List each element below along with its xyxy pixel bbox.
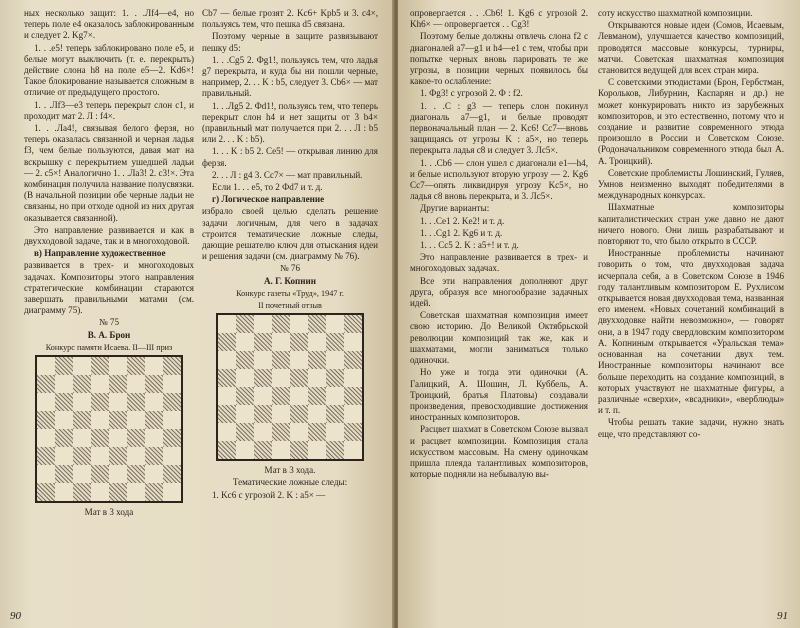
board-square (236, 387, 254, 405)
board-square (308, 369, 326, 387)
paragraph: 1. Kc6 с угрозой 2. K : a5× — (212, 489, 326, 500)
paragraph: Советская шахматная композиция имеет свою историю. До Великой Октябрьской революции композиций так же, как и шахматами, могли заниматься только одиночки. (410, 310, 588, 366)
page-number-right: 91 (777, 610, 788, 622)
board-square (73, 429, 91, 447)
board-square (163, 429, 181, 447)
paragraph: 1. . .Cb6 — слон ушел с диагонали e1—h4, и белые используют вторую угрозу — 2. Kg6 Cc7—опять ликвидируя угрозу Kc5×, но ладья c8 вновь перекрыта, и 3. Лc5×. (410, 157, 588, 202)
board-square (272, 423, 290, 441)
board-square (218, 351, 236, 369)
board-square (218, 441, 236, 459)
board-square (290, 351, 308, 369)
problem-number: № 76 (279, 263, 301, 274)
board-square (37, 357, 55, 375)
board-square (163, 483, 181, 501)
board-square (254, 423, 272, 441)
board-square (109, 393, 127, 411)
paragraph: Иностранные проблемисты начинают говорить о том, что двухходовая задача исчерпала себя, а в Советском Союзе в 1946 году талантливым композитором Е. Рухлисом открывается новая двухходовая тема, названная его именем. «Новых сочетаний комбинаций в двухходовке найти невозможно», — говорят они, а в 1947 году свердловским композитором А. Копниным открывается «Уральская тема» основанная на сочетании двух тем. Иностранные композиторы начинают все больше переходить на создание композиций, в которых участвуют не шахматные фигуры, а различные «сверхи», «всадники», «верблюды» и т. п. (598, 248, 784, 416)
board-square (344, 423, 362, 441)
board-square (236, 369, 254, 387)
board-square (73, 375, 91, 393)
board-square (236, 423, 254, 441)
problem-caption: Мат в 3 хода (84, 507, 134, 518)
chess-diagram-75 (35, 355, 183, 503)
paragraph: Cb7 — белые грозят 2. Kc6+ Kpb5 и 3. c4×, пользуясь тем, что пешка d5 связана. (202, 8, 378, 30)
left-column-2 (202, 8, 378, 502)
board-square (127, 465, 145, 483)
board-square (145, 447, 163, 465)
page-number-left: 90 (10, 610, 21, 622)
board-square (109, 375, 127, 393)
section-g-heading: г) Логическое направление (212, 194, 325, 205)
board-square (236, 333, 254, 351)
board-square (127, 483, 145, 501)
paragraph: Поэтому черные в защите развязывают пешку d5: (202, 31, 378, 53)
board-square (73, 483, 91, 501)
paragraph: 1. . .e5! теперь заблокировано поле e5, и белые могут выключить (т. е. перекрыть) действие слона h8 на поле e5—2. Kd6×! Такое блокирование называется сложным в отличие от предыдущего простого. (24, 42, 194, 98)
board-square (145, 429, 163, 447)
paragraph: соту искусство шахматной композиции. (598, 8, 753, 18)
board-square (218, 423, 236, 441)
board-square (145, 375, 163, 393)
board-square (290, 423, 308, 441)
board-square (272, 369, 290, 387)
board-square (37, 465, 55, 483)
board-square (218, 369, 236, 387)
problem-author: В. А. Брон (87, 329, 131, 340)
board-square (127, 411, 145, 429)
board-square (73, 357, 91, 375)
board-square (109, 483, 127, 501)
board-square (254, 405, 272, 423)
board-square (127, 447, 145, 465)
board-square (326, 333, 344, 351)
right-column-2 (598, 8, 784, 441)
board-square (73, 447, 91, 465)
paragraph: Советские проблемисты Лошинский, Гуляев, Умнов неизменно выходят победителями в международных конкурсах. (598, 167, 784, 201)
board-square (109, 357, 127, 375)
board-square (290, 387, 308, 405)
paragraph: избрало своей целью сделать решение задачи логичным, для чего в задачах строится тематические ложные следы, дающие решателю ключ для отыскания идеи и решения задачи (см. диаграмму № 76). (202, 206, 378, 262)
board-square (236, 405, 254, 423)
paragraph: 1. Фg3! с угрозой 2. Ф : f2. (420, 88, 523, 99)
board-square (218, 333, 236, 351)
board-square (308, 405, 326, 423)
board-square (145, 357, 163, 375)
left-column-1 (24, 8, 194, 519)
board-square (308, 423, 326, 441)
problem-author: А. Г. Копнин (263, 275, 317, 286)
board-square (163, 393, 181, 411)
board-square (37, 393, 55, 411)
board-square (73, 411, 91, 429)
board-square (254, 315, 272, 333)
board-square (218, 315, 236, 333)
board-square (127, 393, 145, 411)
board-square (272, 405, 290, 423)
board-square (127, 375, 145, 393)
board-square (290, 441, 308, 459)
board-square (163, 375, 181, 393)
paragraph: Если 1. . . e5, то 2 Фd7 и т. д. (212, 182, 323, 193)
paragraph: Чтобы решать такие задачи, нужно знать еще, что представляют со- (598, 417, 784, 439)
paragraph: Все эти направления дополняют друг друга, образуя все многообразие задачных идей. (410, 275, 588, 309)
board-square (145, 483, 163, 501)
right-column-1 (410, 8, 588, 481)
board-square (55, 411, 73, 429)
board-square (344, 441, 362, 459)
problem-tourney: Конкурс памяти Исаева. II—III приз (45, 342, 173, 352)
board-square (308, 387, 326, 405)
board-square (290, 315, 308, 333)
paragraph: 1. . .Cg1 2. Kg6 и т. д. (420, 227, 503, 238)
paragraph: 1. . .Лf3—e3 теперь перекрыт слон c1, и проходит мат 2. Л : f4×. (24, 99, 194, 121)
board-square (326, 315, 344, 333)
paragraph: Поэтому белые должны отвлечь слона f2 с диагоналей a7—g1 и h4—e1 с тем, чтобы при попытке черных вновь парировать те же угрозы, в позиции черных появилось бы какое-то ослабление: (410, 31, 588, 87)
board-square (344, 333, 362, 351)
board-square (145, 465, 163, 483)
problem-tourney: Конкурс газеты «Труд», 1947 г. (236, 288, 344, 298)
board-square (91, 411, 109, 429)
board-square (344, 315, 362, 333)
paragraph: ных несколько защит: 1. . .Лf4—e4, но теперь поле e4 оказалось заблокированным и следует 2. Kg7×. (24, 8, 194, 41)
board-square (272, 333, 290, 351)
board-square (37, 429, 55, 447)
board-square (55, 375, 73, 393)
board-square (218, 387, 236, 405)
board-square (55, 429, 73, 447)
board-square (163, 357, 181, 375)
board-square (344, 387, 362, 405)
board-square (127, 357, 145, 375)
paragraph: 1. . .Лg5 2. Фd1!, пользуясь тем, что теперь перекрыт слон h4 и нет защиты от 3 b4× (правильный мат получается при 2. . . Л : b5 или 2. . . K : b5). (202, 100, 378, 145)
board-square (326, 405, 344, 423)
board-square (91, 375, 109, 393)
paragraph: Другие варианты: (420, 203, 490, 214)
board-square (326, 441, 344, 459)
board-square (272, 315, 290, 333)
board-square (91, 429, 109, 447)
board-square (55, 447, 73, 465)
paragraph: 1. . . K : b5 2. Ce5! — открывая линию для ферзя. (202, 146, 378, 168)
board-square (37, 375, 55, 393)
board-square (290, 333, 308, 351)
board-square (236, 315, 254, 333)
board-square (127, 429, 145, 447)
board-square (344, 369, 362, 387)
false-trails-heading: Тематические ложные следы: (232, 477, 348, 488)
board-square (308, 333, 326, 351)
board-square (290, 369, 308, 387)
board-square (254, 441, 272, 459)
paragraph: развивается в трех- и многоходовых задачах. Композиторы этого направления стратегические комбинации стараются завершать правильными матами (см. диаграмму 75). (24, 260, 194, 316)
board-square (55, 357, 73, 375)
board-square (326, 387, 344, 405)
board-square (55, 483, 73, 501)
board-square (91, 465, 109, 483)
board-square (37, 411, 55, 429)
board-square (55, 393, 73, 411)
board-square (272, 387, 290, 405)
paragraph: Расцвет шахмат в Советском Союзе вызвал и расцвет композиции. Композиция стала искусством массовым. На смену одиночкам пришла плеяда талантливых композиторов, которые подняли на небывалую вы- (410, 424, 588, 480)
board-square (109, 465, 127, 483)
board-square (344, 351, 362, 369)
paragraph: 1. . .Лa4!, связывая белого ферзя, но теперь оказалась связанной и черная ладья f3, чем белые пользуются, давая мат на вскрышку с перекрытием ушедшей ладьи — 2. c5×! Аналогично 1. . .Лa3! 2. c3!×. Эта комбинация получила название полусвязки. (В начальной позиции обе черные ладьи не связаны, но при отходе одной из них другая оказывается связанной). (24, 123, 195, 223)
board-square (236, 351, 254, 369)
board-square (236, 441, 254, 459)
problem-award: II почетный отзыв (258, 301, 322, 311)
left-page (0, 0, 394, 628)
board-square (254, 351, 272, 369)
board-square (37, 447, 55, 465)
board-square (37, 483, 55, 501)
paragraph: Это направление развивается и как в двухходовой задаче, так и в многоходовой. (24, 224, 194, 247)
paragraph: Открываются новые идеи (Сомов, Исаевым, Левманом), улучшается качество композиций, проводятся массовые конкурсы, турниры, матчи. Советская шахматная композиция становится ведущей для всех стран мира. (598, 20, 784, 76)
board-square (163, 465, 181, 483)
paragraph: 1. . .C : g3 — теперь слон покинул диагональ a7—g1, и белые проводят первоначальный план — 2. Kc6! Cc7—вновь защищаясь от угрозы K : a5×, но теперь перекрыта ладья c8 и следует 3. Лc5×. (410, 100, 588, 156)
paragraph: опровергается . . .Cb6! 1. Kg6 с угрозой 2. Kh6× — опровергается . . Cg3! (410, 8, 588, 30)
board-square (308, 441, 326, 459)
board-square (326, 369, 344, 387)
board-square (73, 465, 91, 483)
board-square (290, 405, 308, 423)
board-square (91, 447, 109, 465)
paragraph: Шахматные композиторы капиталистических стран уже давно не дают ничего нового. Они лишь разрабатывают и повторяют то, что было открыто в СССР. (598, 202, 784, 247)
board-square (272, 441, 290, 459)
board-square (109, 447, 127, 465)
board-square (91, 483, 109, 501)
board-square (308, 315, 326, 333)
board-square (218, 405, 236, 423)
board-square (254, 387, 272, 405)
board-square (326, 423, 344, 441)
board-square (109, 429, 127, 447)
paragraph: 2. . . Л : g4 3. Cc7× — мат правильный. (212, 169, 363, 180)
paragraph: Но уже и тогда эти одиночки (А. Галицкий, А. Шошин, Л. Куббель, А. Троицкий, братья Платовы) создавали произведения, превосходившие достижения иностранных композиторов. (410, 367, 588, 423)
board-square (73, 393, 91, 411)
board-square (272, 351, 290, 369)
board-square (91, 357, 109, 375)
paragraph: 1. . .Cg5 2. Фg1!, пользуясь тем, что ладья g7 перекрыта, и куда бы ни пошли черные, например, 2. . . K : b5, следует 3. Cb6× — мат правильный. (202, 54, 378, 99)
paragraph: Это направление развивается в трех- и многоходовых задачах. (410, 252, 588, 274)
problem-caption: Мат в 3 хода. (264, 465, 316, 476)
paragraph: 1. . .Ce1 2. Ke2! и т. д. (420, 215, 505, 226)
board-square (254, 333, 272, 351)
board-square (109, 411, 127, 429)
board-square (145, 393, 163, 411)
board-square (145, 411, 163, 429)
board-square (55, 465, 73, 483)
section-b-heading: в) Направление художественное (34, 248, 166, 259)
board-square (163, 411, 181, 429)
board-square (163, 447, 181, 465)
problem-number: № 75 (98, 317, 120, 328)
board-square (91, 393, 109, 411)
board-square (344, 405, 362, 423)
board-square (254, 369, 272, 387)
chess-diagram-76 (216, 313, 364, 461)
right-page (398, 0, 800, 628)
paragraph: 1. . . Cc5 2. K : a5+! и т. д. (420, 240, 519, 251)
board-square (326, 351, 344, 369)
board-square (308, 351, 326, 369)
paragraph: С советскими этюдистами (Брон, Гербстман, Корольков, Либурнин, Каспарян и др.) не может конкурировать никто из зарубежных композиторов, и это естественно, потому что и создание и развитие современного этюда произошло в России и Советском Союзе. (Родоначальником современного этюда был А. А. Троицкий). (598, 77, 784, 166)
